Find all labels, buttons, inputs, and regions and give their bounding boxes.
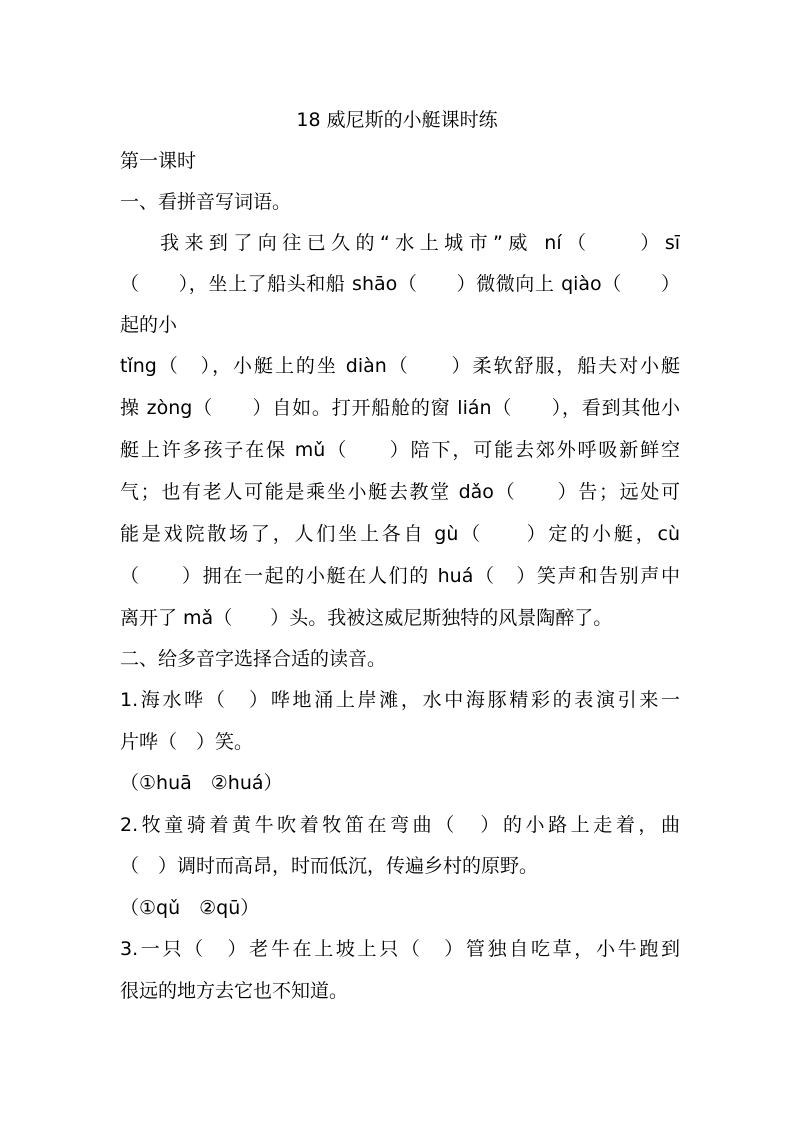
section-1-line-1: 我来到了向往已久的“水上城市”威 ní（ ）sī: [160, 232, 680, 254]
section-1-heading: 一、看拼音写词语。: [120, 191, 292, 213]
question-2-options: （①qǔ ②qū）: [120, 897, 260, 919]
section-1-line-10: 离开了 mǎ（ ）头。我被这威尼斯独特的风景陶醉了。: [120, 607, 613, 629]
question-2-line-1: 2.牧童骑着黄牛吹着牧笛在弯曲（ ）的小路上走着，曲: [120, 814, 680, 836]
section-1-line-7: 气；也有老人可能是乘坐小艇去教堂 dǎo（ ）告；远处可: [120, 481, 680, 503]
section-1-line-2: （ ），坐上了船头和船 shāo（ ）微微向上 qiào（ ）: [120, 273, 680, 295]
question-1-line-1: 1.海水哗（ ）哗地涌上岸滩，水中海豚精彩的表演引来一: [120, 689, 680, 711]
section-1-line-9: （ ）拥在一起的小艇在人们的 huá（ ）笑声和告别声中: [120, 565, 680, 587]
question-3-line-2: 很远的地方去它也不知道。: [120, 980, 349, 1002]
section-2-heading: 二、给多音字选择合适的读音。: [120, 648, 387, 670]
section-1-line-4: tǐng（ ），小艇上的坐 diàn（ ）柔软舒服，船夫对小艇: [120, 355, 680, 377]
question-1-line-2: 片哗（ ）笑。: [120, 731, 254, 753]
section-1-line-3: 起的小: [120, 314, 178, 336]
question-3-line-1: 3.一只（ ）老牛在上坡上只（ ）管独自吃草，小牛跑到: [120, 938, 680, 960]
section-1-line-5: 操 zòng（ ）自如。打开船舱的窗 lián（ ），看到其他小: [120, 397, 680, 419]
section-1-line-8: 能是戏院散场了，人们坐上各自 gù（ ）定的小艇，cù: [120, 523, 680, 545]
question-2-line-2: （ ）调时而高昂，时而低沉，传遍乡村的原野。: [120, 855, 539, 877]
lesson-label: 第一课时: [120, 150, 197, 172]
question-1-options: （①huā ②huá）: [120, 772, 283, 794]
section-1-line-6: 艇上许多孩子在保 mǔ（ ）陪下，可能去郊外呼吸新鲜空: [120, 439, 680, 461]
document-title: 18 威尼斯的小艇课时练: [296, 109, 498, 131]
